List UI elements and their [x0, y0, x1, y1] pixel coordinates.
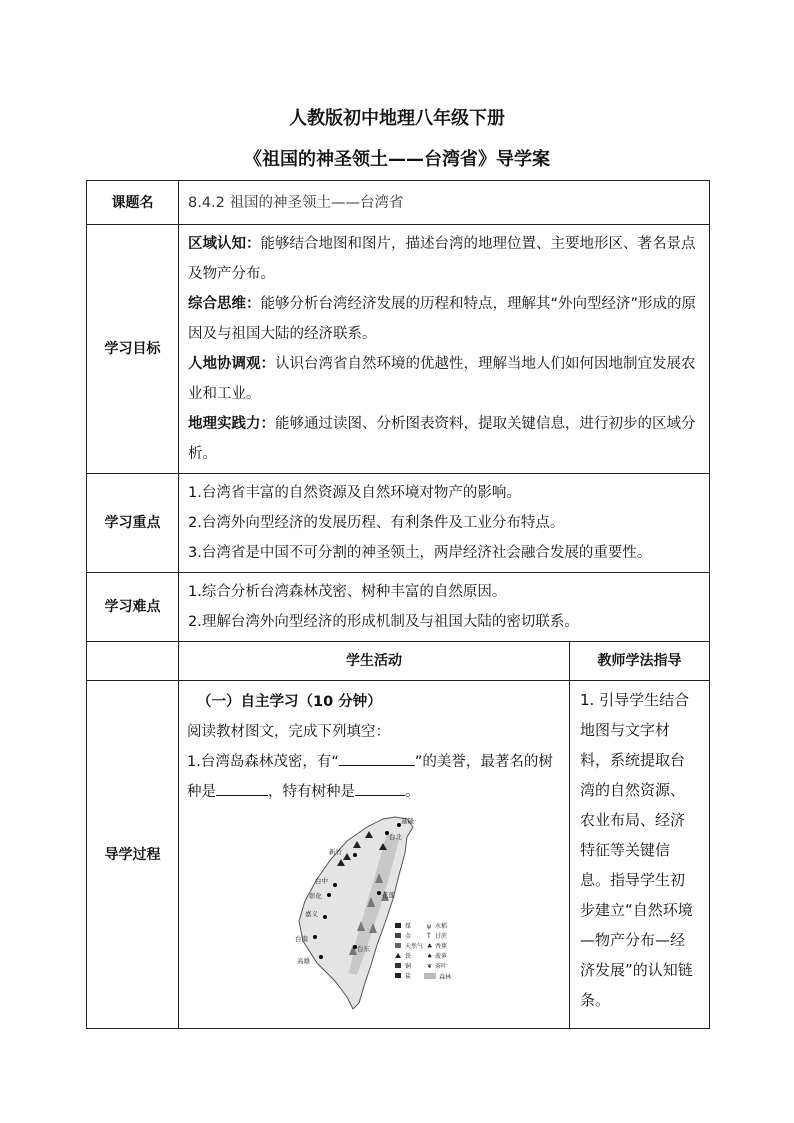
city-label: 台中 — [315, 877, 328, 885]
process-label: 导学过程 — [87, 681, 179, 1029]
answer-blank[interactable] — [355, 777, 405, 796]
legend-icon: Ť — [427, 933, 431, 940]
city-label: 花莲 — [382, 891, 395, 899]
key-point-item: 1.台湾省丰富的自然资源及自然环境对物产的影响。 — [188, 485, 521, 501]
key-point-item: 3.台湾省是中国不可分割的神圣领土，两岸经济社会融合发展的重要性。 — [188, 545, 652, 561]
legend-label: 天然气 — [405, 943, 424, 950]
study-guide-table — [86, 180, 710, 1029]
goal-item: 综合思维：能够分析台湾经济发展的历程和特点，理解其“外向型经济”形成的原因及与祖国大陆的经济联系。 — [188, 296, 697, 342]
difficulty-item: 2.理解台湾外向型经济的形成机制及与祖国大陆的密切联系。 — [188, 614, 579, 630]
goals-label: 学习目标 — [87, 225, 179, 474]
title-line-2: 《祖国的神圣领土——台湾省》导学案 — [244, 149, 550, 170]
legend-label: 香蕉 — [435, 943, 448, 950]
teacher-guidance-header: 教师学法指导 — [570, 642, 710, 681]
city-label: 基隆 — [401, 817, 414, 825]
legend-label: 甘蔗 — [435, 933, 448, 940]
goal-item: 区域认知：能够结合地图和图片，描述台湾的地理位置、主要地形区、著名景点及物产分布。 — [188, 236, 696, 282]
legend-icon: ❦ — [427, 963, 433, 970]
key-points-content — [179, 474, 710, 573]
key-points-label: 学习重点 — [87, 474, 179, 573]
goal-item: 地理实践力：能够通过读图、分析图表资料，提取关键信息，进行初步的区域分析。 — [188, 416, 696, 462]
legend-label: 煤 — [405, 923, 412, 930]
taiwan-map — [295, 813, 563, 1024]
city-label: 台北 — [389, 833, 402, 841]
city-label: 彰化 — [309, 892, 322, 900]
legend-icon: ♠ — [427, 953, 433, 960]
legend-label: 菠萝 — [435, 953, 448, 960]
instruction-text: 阅读教材图文，完成下列填空： — [187, 724, 390, 740]
city-label: 高雄 — [297, 957, 310, 965]
legend-icon: ψ — [427, 923, 431, 930]
legend-label: 金 — [405, 933, 412, 940]
city-label: 台东 — [357, 945, 370, 953]
legend-label: 铁 — [405, 953, 412, 960]
difficulties-content — [179, 573, 710, 642]
difficulty-item: 1.综合分析台湾森林茂密、树种丰富的自然原因。 — [188, 584, 507, 600]
student-activity-header: 学生活动 — [179, 642, 570, 681]
legend-label: 水稻 — [435, 923, 448, 930]
section-title: （一）自主学习（10 分钟） — [197, 694, 382, 710]
question-1: 1.台湾岛森林茂密，有“ ”的美誉，最著名的树种是 ，特有树种是 。 — [187, 747, 563, 807]
city-label: 台南 — [295, 935, 308, 943]
course-value: 8.4.2 祖国的神圣领土——台湾省 — [179, 181, 710, 225]
student-activity-content — [179, 681, 570, 1029]
header-empty-cell — [87, 642, 179, 681]
legend-label: 茶叶 — [435, 963, 448, 970]
city-label: 新竹 — [329, 848, 342, 856]
legend-label: 盐 — [405, 973, 412, 980]
goal-item: 人地协调观：认识台湾省自然环境的优越性，理解当地人们如何因地制宜发展农业和工业。 — [188, 356, 696, 402]
legend-label: 森林 — [439, 974, 452, 981]
answer-blank[interactable] — [339, 747, 415, 766]
title-line-1: 人教版初中地理八年级下册 — [289, 108, 505, 129]
legend-icon: ♣ — [427, 943, 433, 950]
goals-content — [179, 225, 710, 474]
taiwan-map-graphic — [295, 813, 465, 1013]
course-label: 课题名 — [87, 181, 179, 225]
legend-label: 铜 — [405, 963, 412, 970]
difficulties-label: 学习难点 — [87, 573, 179, 642]
key-point-item: 2.台湾外向型经济的发展历程、有利条件及工业分布特点。 — [188, 515, 565, 531]
teacher-guidance-content: 1. 引导学生结合地图与文字材料，系统提取台湾的自然资源、农业布局、经济特征等关键信息。指导学生初步建立“自然环境—物产分布—经济发展”的认知链条。 — [570, 681, 710, 1029]
answer-blank[interactable] — [216, 777, 268, 796]
city-label: 嘉义 — [305, 910, 318, 918]
